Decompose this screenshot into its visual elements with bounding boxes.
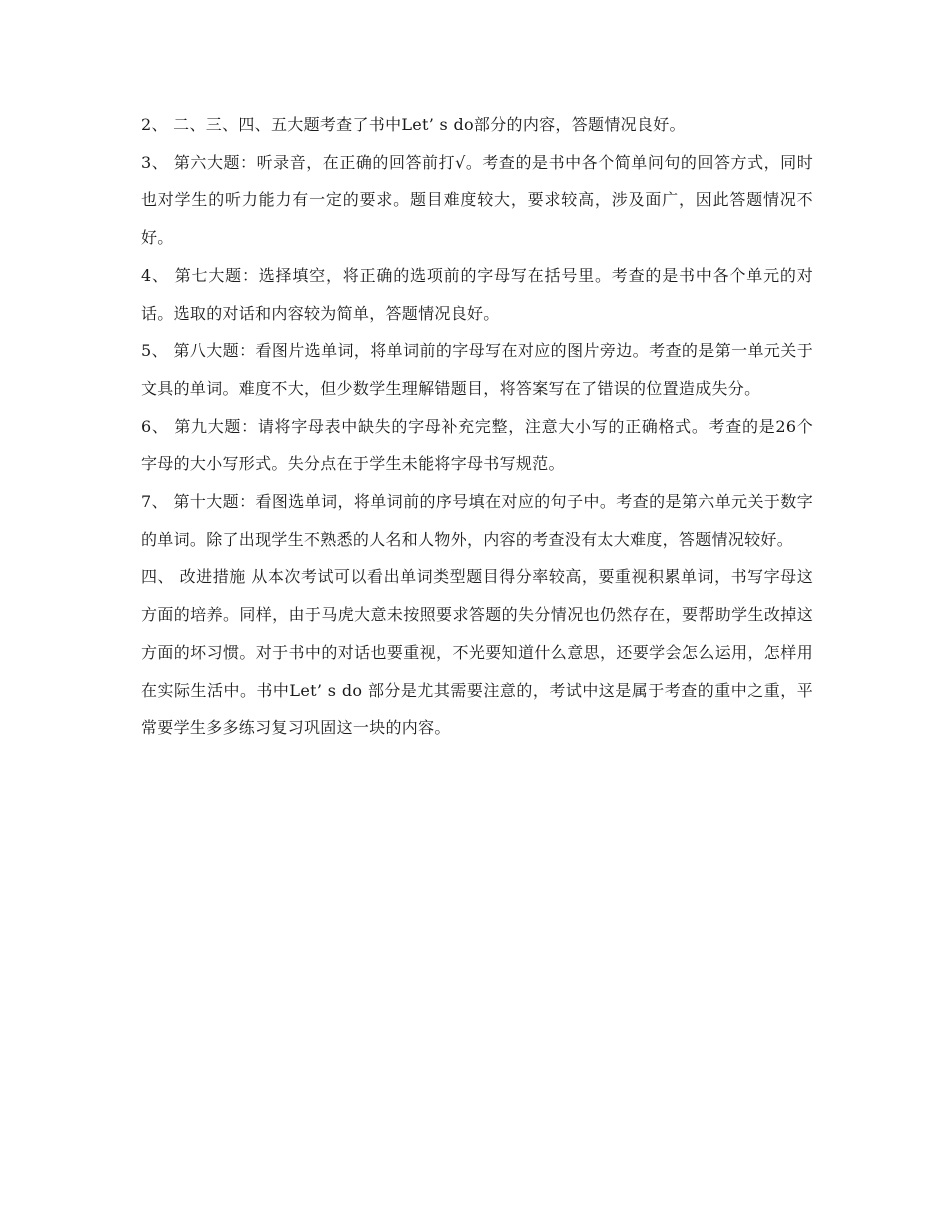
paragraph-item-4: 4、 第七大题：选择填空，将正确的选项前的字母写在括号里。考查的是书中各个单元的对话。选取的对话和内容较为简单，答题情况良好。 [141, 265, 813, 323]
paragraph-item-3: 3、 第六大题：听录音，在正确的回答前打√。考查的是书中各个简单问句的回答方式，同时也对学生的听力能力有一定的要求。题目难度较大，要求较高，涉及面广，因此答题情况不好。 [141, 152, 813, 248]
paragraph-item-2: 2、 二、三、四、五大题考查了书中Let’ s do部分的内容，答题情况良好。 [141, 115, 686, 134]
paragraph-item-7: 7、 第十大题：看图选单词，将单词前的序号填在对应的句子中。考查的是第六单元关于数字的单词。除了出现学生不熟悉的人名和人物外，内容的考查没有太大难度，答题情况较好。 [141, 492, 813, 549]
document-body [141, 106, 813, 747]
paragraph-improvement-measures: 四、 改进措施 从本次考试可以看出单词类型题目得分率较高，要重视积累单词，书写字母这方面的培养。同样，由于马虎大意未按照要求答题的失分情况也仍然存在，要帮助学生改掉这方面的坏习惯。对于书中的对话也要重视，不光要知道什么意思，还要学会怎么运用，怎样用在实际生活中。书中Let’ s do 部分是尤其需要注意的，考试中这是属于考查的重中之重，平常要学生多多练习复习巩固这一块的内容。 [141, 567, 813, 738]
paragraph-item-5: 5、 第八大题：看图片选单词，将单词前的字母写在对应的图片旁边。考查的是第一单元关于文具的单词。难度不大，但少数学生理解错题目，将答案写在了错误的位置造成失分。 [141, 341, 813, 398]
paragraph-item-6: 6、 第九大题：请将字母表中缺失的字母补充完整，注意大小写的正确格式。考查的是26个字母的大小写形式。失分点在于学生未能将字母书写规范。 [141, 416, 813, 474]
